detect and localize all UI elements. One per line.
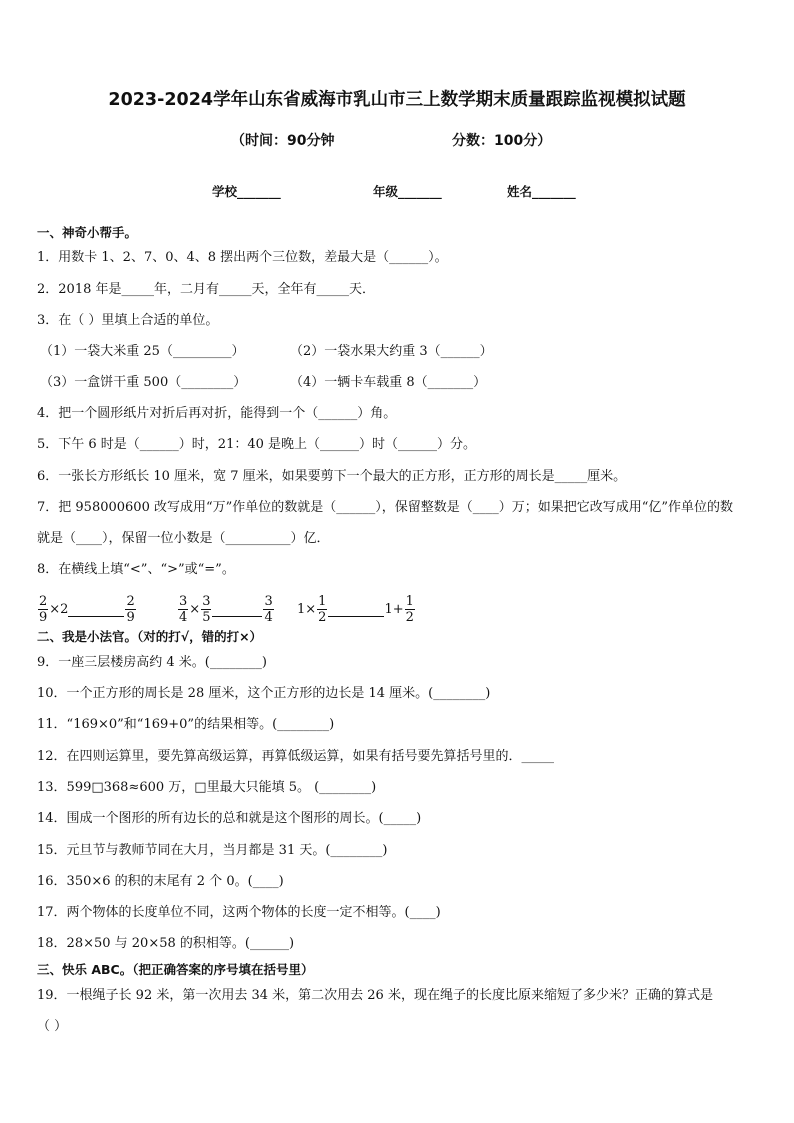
comparison-b	[177, 591, 275, 627]
section-3-heading: 三、快乐 ABC。（把正确答案的序号填在括号里）	[37, 962, 314, 977]
question-3-3: （3）一盒饼干重 500（________）	[40, 375, 247, 390]
exam-time: （时间：90分钟	[231, 133, 335, 149]
question-8: 8．在横线上填“<”、“>”或“=”。	[37, 562, 235, 577]
question-14: 14．围成一个图形的所有边长的总和就是这个图形的周长。(_____)	[37, 811, 422, 826]
question-5: 5．下午 6 时是（______）时，21：40 是晚上（______）时（______）分。	[37, 437, 477, 452]
section-2-heading: 二、我是小法官。（对的打√，错的打×）	[37, 629, 263, 644]
operator: ×	[189, 601, 201, 617]
question-3-2: （2）一袋水果大约重 3（______）	[290, 344, 493, 359]
fraction: $\frac{2}{9}$	[126, 593, 135, 625]
exam-score: 分数：100分）	[452, 133, 552, 149]
question-11: 11．“169×0”和“169+0”的结果相等。(________)	[37, 717, 335, 732]
question-10: 10．一个正方形的周长是 28 厘米，这个正方形的边长是 14 厘米。(________)	[37, 686, 491, 701]
question-16: 16．350×6 的积的末尾有 2 个 0。(____)	[37, 874, 284, 889]
fraction: $\frac{3}{4}$	[264, 593, 273, 625]
grade-field[interactable]: 年级_______	[373, 184, 442, 199]
question-13: 13．599□368≈600 万，□里最大只能填 5。 (________)	[37, 780, 377, 795]
fraction: $\frac{3}{5}$	[202, 593, 211, 625]
question-3-1: （1）一袋大米重 25（_________）	[40, 344, 245, 359]
question-12: 12．在四则运算里，要先算高级运算，再算低级运算，如果有括号要先算括号里的．_____	[37, 749, 555, 764]
question-19-line-1: 19．一根绳子长 92 米，第一次用去 34 米，第二次用去 26 米，现在绳子的长度比原来缩短了多少米？正确的算式是	[37, 988, 713, 1003]
question-7-line-1: 7．把 958000600 改写成用“万”作单位的数就是（______），保留整数是（____）万；如果把它改写成用“亿”作单位的数	[37, 500, 734, 515]
question-1: 1．用数卡 1、2、7、0、4、8 摆出两个三位数，差最大是（______）。	[37, 250, 448, 265]
operator: 1+	[384, 601, 404, 617]
question-15: 15．元旦节与教师节同在大月，当月都是 31 天。(________)	[37, 843, 388, 858]
question-3-4: （4）一辆卡车载重 8（_______）	[290, 375, 487, 390]
name-field[interactable]: 姓名_______	[507, 184, 576, 199]
operator: 1×	[297, 601, 317, 617]
question-17: 17．两个物体的长度单位不同，这两个物体的长度一定不相等。(____)	[37, 905, 441, 920]
question-4: 4．把一个圆形纸片对折后再对折，能得到一个（______）角。	[37, 406, 397, 421]
fraction: $\frac{1}{2}$	[405, 593, 414, 625]
section-1-heading: 一、神奇小帮手。	[37, 225, 138, 240]
comparison-c	[297, 591, 416, 627]
question-2: 2．2018 年是_____年，二月有_____天，全年有_____天．	[37, 282, 375, 297]
answer-blank[interactable]	[212, 616, 262, 617]
comparison-a	[37, 591, 137, 627]
fraction: $\frac{1}{2}$	[318, 593, 327, 625]
fraction: $\frac{2}{9}$	[39, 593, 48, 625]
question-7-line-2: 就是（____），保留一位小数是（__________）亿．	[37, 531, 330, 546]
answer-blank[interactable]	[68, 616, 124, 617]
question-6: 6．一张长方形纸长 10 厘米，宽 7 厘米，如果要剪下一个最大的正方形，正方形的周长是_____厘米。	[37, 469, 627, 484]
fraction: $\frac{3}{4}$	[179, 593, 188, 625]
question-3: 3．在（ ）里填上合适的单位。	[37, 313, 219, 328]
exam-title: 2023-2024学年山东省威海市乳山市三上数学期末质量跟踪监视模拟试题	[108, 90, 686, 110]
question-19-line-2: （ ）	[37, 1019, 68, 1034]
operator: ×2	[49, 601, 69, 617]
question-18: 18．28×50 与 20×58 的积相等。(______)	[37, 936, 295, 951]
question-9: 9．一座三层楼房高约 4 米。(________)	[37, 655, 267, 670]
school-field[interactable]: 学校_______	[212, 184, 281, 199]
answer-blank[interactable]	[328, 616, 384, 617]
